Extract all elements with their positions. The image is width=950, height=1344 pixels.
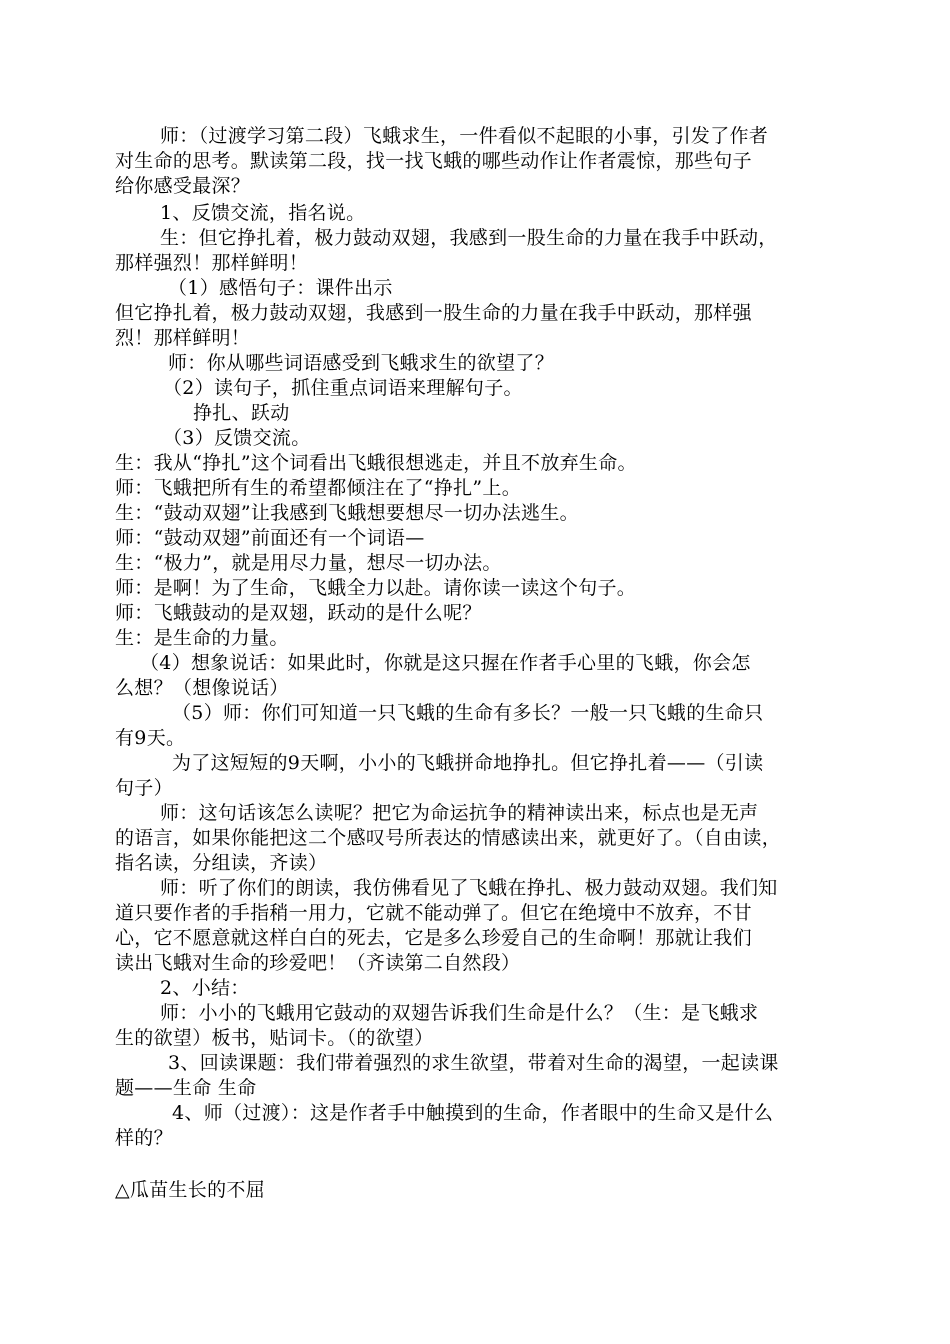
section-heading: △瓜苗生长的不屈 — [115, 1179, 266, 1201]
text-line: （5）师：你们可知道一只飞蛾的生命有多长？一般一只飞蛾的生命只 — [172, 702, 764, 724]
text-line: 读出飞蛾对生命的珍爱吧！（齐读第二自然段） — [115, 952, 521, 974]
text-line: 3、回读课题：我们带着强烈的求生欲望，带着对生命的渴望，一起读课 — [168, 1052, 779, 1074]
text-line: 给你感受最深？ — [115, 175, 251, 197]
text-line: 心，它不愿意就这样白白的死去，它是多么珍爱自己的生命啊！那就让我们 — [115, 927, 752, 949]
text-line: 师：你从哪些词语感受到飞蛾求生的欲望了？ — [168, 352, 555, 374]
text-line: 师：（过渡学习第二段）飞蛾求生，一件看似不起眼的小事，引发了作者 — [160, 125, 769, 147]
text-line: 生：“鼓动双翅”让我感到飞蛾想要想尽一切办法逃生。 — [115, 502, 579, 524]
text-line: 师：小小的飞蛾用它鼓动的双翅告诉我们生命是什么？（生：是飞蛾求 — [160, 1002, 759, 1024]
text-line: 道只要作者的手指稍一用力，它就不能动弹了。但它在绝境中不放弃，不甘 — [115, 902, 752, 924]
text-line: （3）反馈交流。 — [163, 427, 311, 449]
text-line: 师：这句话该怎么读呢？把它为命运抗争的精神读出来，标点也是无声 — [160, 802, 759, 824]
text-line: （1）感悟句子：课件出示 — [168, 277, 393, 299]
text-line: 有9天。 — [115, 727, 186, 749]
text-line: 为了这短短的9天啊，小小的飞蛾拼命地挣扎。但它挣扎着——（引读 — [172, 752, 764, 774]
text-line: 生：是生命的力量。 — [115, 627, 289, 649]
text-line: 指名读，分组读，齐读） — [115, 852, 328, 874]
text-line: 但它挣扎着，极力鼓动双翅，我感到一股生命的力量在我手中跃动，那样强 — [115, 302, 752, 324]
text-line: 师：是啊！为了生命，飞蛾全力以赴。请你读一读这个句子。 — [115, 577, 637, 599]
text-line: 1、反馈交流，指名说。 — [160, 202, 366, 224]
text-line: 的语言，如果你能把这二个感叹号所表达的情感读出来，就更好了。（自由读， — [115, 827, 782, 849]
text-line: 师：“鼓动双翅”前面还有一个词语— — [115, 527, 425, 549]
text-line: 4、师（过渡）：这是作者手中触摸到的生命，作者眼中的生命又是什么 — [172, 1102, 774, 1124]
text-line: 句子） — [115, 777, 173, 799]
text-line: 生：但它挣扎着，极力鼓动双翅，我感到一股生命的力量在我手中跃动， — [160, 227, 778, 249]
text-line: 样的？ — [115, 1127, 173, 1149]
text-line: 么想？（想像说话） — [115, 677, 289, 699]
text-line: 师：飞蛾把所有生的希望都倾注在了“挣扎”上。 — [115, 477, 522, 499]
text-line: 师：飞蛾鼓动的是双翅，跃动的是什么呢？ — [115, 602, 482, 624]
text-line: 对生命的思考。默读第二段，找一找飞蛾的哪些动作让作者震惊，那些句子 — [115, 150, 752, 172]
text-line: 那样强烈！那样鲜明！ — [115, 252, 309, 274]
text-line: 烈！那样鲜明！ — [115, 327, 251, 349]
text-line: 生：我从“挣扎”这个词看出飞蛾很想逃走，并且不放弃生命。 — [115, 452, 637, 474]
text-line: 生：“极力”，就是用尽力量，想尽一切办法。 — [115, 552, 502, 574]
text-line: 生的欲望）板书，贴词卡。（的欲望） — [115, 1027, 434, 1049]
text-line: （2）读句子，抓住重点词语来理解句子。 — [163, 377, 523, 399]
text-line: 师：听了你们的朗读，我仿佛看见了飞蛾在挣扎、极力鼓动双翅。我们知 — [160, 877, 778, 899]
text-line: （4）想象说话：如果此时，你就是这只握在作者手心里的飞蛾，你会怎 — [140, 652, 751, 674]
text-line: 2、小结： — [160, 977, 250, 999]
text-line: 挣扎、跃动 — [193, 402, 290, 424]
text-line: 题——生命 生命 — [115, 1077, 257, 1099]
